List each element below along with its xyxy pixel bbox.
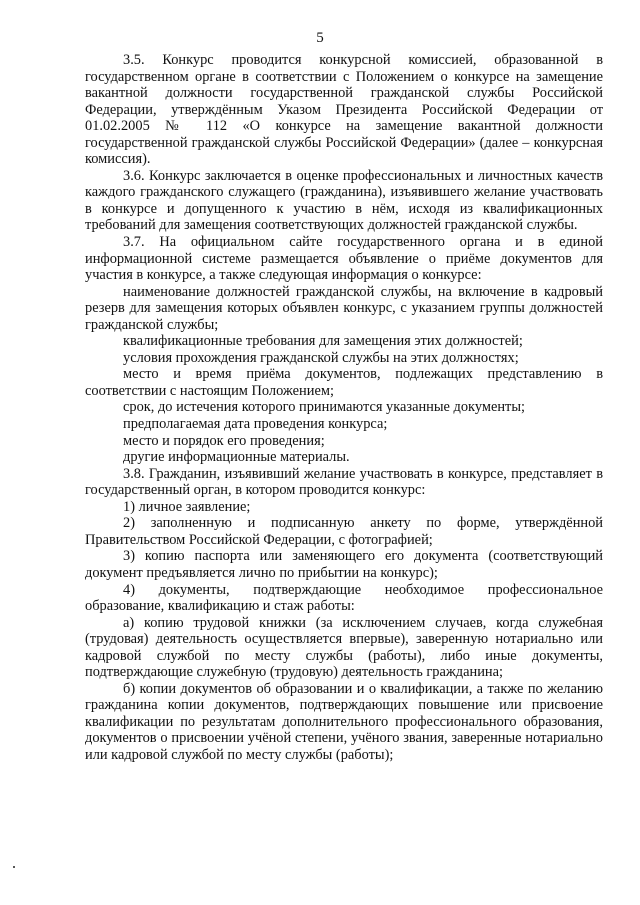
list-item: б) копии документов об образовании и о квалификации, а также по желанию гражданина копии документов, подтверждающих повышение или присвоение квалификации по результатам дополнительного профессионального образования, документов о присвоении учёной степени, учёного звания, заверенные нотариально или кадровой службой по месту службы (работы); — [85, 680, 603, 763]
list-item: наименование должностей гражданской службы, на включение в кадровый резерв для замещения которых объявлен конкурс, с указанием группы должностей гражданской службы; — [85, 283, 603, 333]
document-body — [85, 52, 603, 764]
list-item: квалификационные требования для замещения этих должностей; — [123, 333, 523, 350]
paragraph-3-7: 3.7. На официальном сайте государственного органа и в единой информационной системе размещается объявление о приёме документов для участия в конкурсе, а также следующая информация о конкурсе: — [85, 234, 603, 284]
list-item: 3) копию паспорта или заменяющего его документа (соответствующий документ предъявляется лично по прибытии на конкурс); — [85, 548, 603, 581]
list-item: другие информационные материалы. — [123, 449, 350, 466]
list-item: условия прохождения гражданской службы на этих должностях; — [123, 349, 519, 366]
list-item: 2) заполненную и подписанную анкету по форме, утверждённой Правительством Российской Федерации, с фотографией; — [85, 515, 603, 548]
paragraph-3-6: 3.6. Конкурс заключается в оценке профессиональных и личностных качеств каждого гражданского служащего (гражданина), изъявившего желание участвовать в конкурсе и допущенного к участию в нём, исходя из квалификационных требований для замещения соответствующих должностей гражданской службы. — [85, 167, 603, 234]
list-item: предполагаемая дата проведения конкурса; — [123, 416, 388, 433]
page-number: 5 — [316, 30, 324, 46]
scan-speck — [13, 866, 15, 868]
list-item: а) копию трудовой книжки (за исключением случаев, когда служебная (трудовая) деятельность осуществляется впервые), заверенную нотариально или кадровой службой по месту службы (работы), либо иные документы, подтверждающие служебную (трудовую) деятельность гражданина; — [85, 614, 603, 681]
list-item: место и порядок его проведения; — [123, 432, 325, 449]
list-item: 4) документы, подтверждающие необходимое профессиональное образование, квалификацию и стаж работы: — [85, 581, 603, 615]
list-item: срок, до истечения которого принимаются указанные документы; — [123, 399, 525, 416]
paragraph-3-8: 3.8. Гражданин, изъявивший желание участвовать в конкурсе, представляет в государственный орган, в котором проводится конкурс: — [85, 465, 603, 499]
list-item: 1) личное заявление; — [123, 498, 251, 515]
list-item: место и время приёма документов, подлежащих представлению в соответствии с настоящим Положением; — [85, 366, 603, 399]
paragraph-3-5: 3.5. Конкурс проводится конкурсной комиссией, образованной в государственном органе в соответствии с Положением о конкурсе на замещение вакантной должности государственной гражданской службы Российской Федерации, утверждённым Указом Президента Российской Федерации от 01.02.2005 № 112 «О конкурсе на замещение вакантной должности государственной гражданской службы Российской Федерации» (далее – конкурсная комиссия). — [85, 52, 603, 168]
